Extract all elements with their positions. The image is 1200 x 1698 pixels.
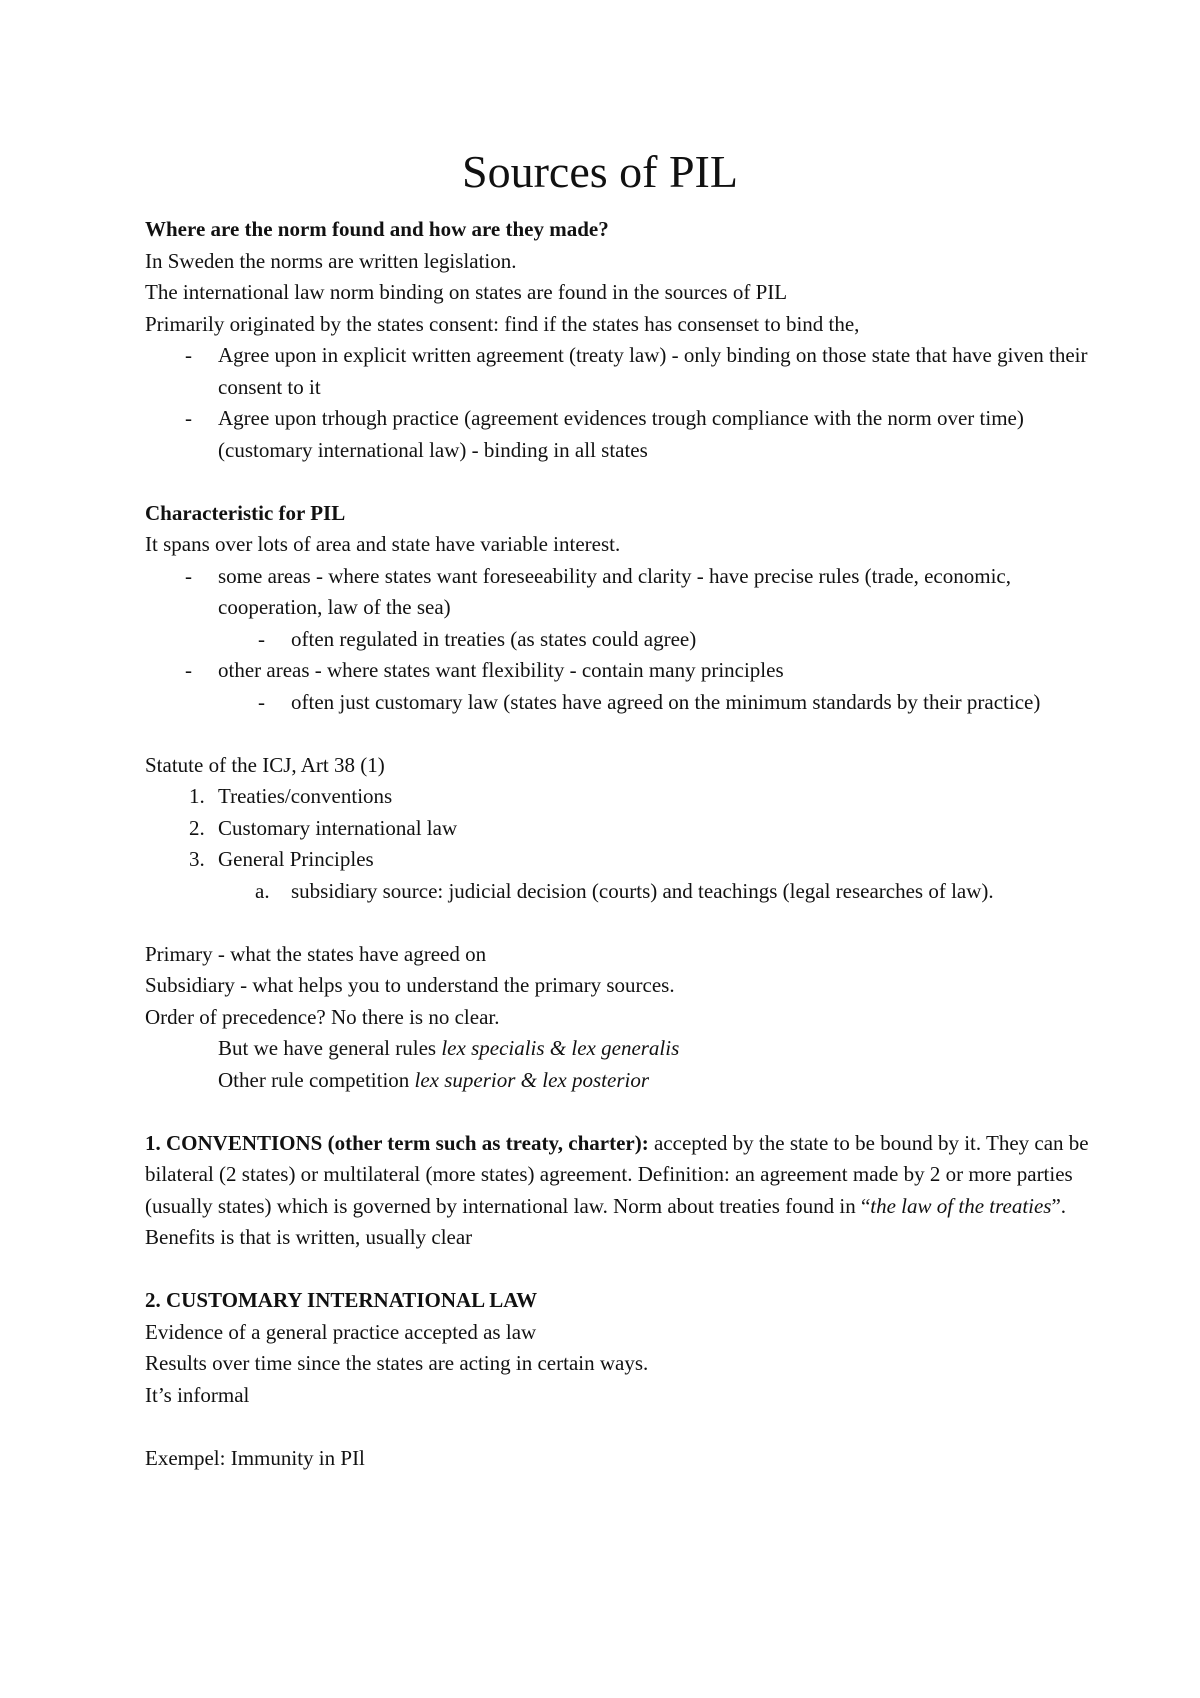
numbered-item [145,844,1095,876]
spacer [145,1096,1095,1128]
numbered-item [145,813,1095,845]
sub-bullet-item [145,687,1095,719]
section-heading-conventions: 1. CONVENTIONS (other term such as treaty, charter): [145,1130,649,1155]
indented-line [145,1065,1095,1097]
sub-bullet-text: often just customary law (states have agreed on the minimum standards by their practice) [291,689,1041,714]
spacer [145,1411,1095,1443]
rule-text: Other rule competition [218,1067,415,1092]
paragraph-line: The international law norm binding on states are found in the sources of PIL [145,280,788,304]
sub-bullet-text: often regulated in treaties (as states could agree) [291,626,697,651]
rule-italic-text: lex specialis & lex generalis [441,1036,680,1060]
paragraph-line: Subsidiary - what helps you to understand the primary sources. [145,973,675,997]
bullet-text: other areas - where states want flexibility - contain many principles [218,658,784,682]
section-heading-characteristic: Characteristic for PIL [145,500,346,525]
numbered-item-text: Customary international law [218,815,458,840]
spacer [145,718,1095,750]
bullet-item [145,561,1095,624]
rule-text: But we have general rules [218,1036,442,1060]
bullet-dash: - [185,343,192,367]
bullet-text: some areas - where states want foreseeability and clarity - have precise rules (trade, economic, cooperation, law of the sea) [218,563,1011,619]
bullet-dash: - [258,626,265,651]
bullet-dash: - [185,406,192,430]
paragraph-line: In Sweden the norms are written legislation. [145,248,517,273]
section-heading-customary: 2. CUSTOMARY INTERNATIONAL LAW [145,1288,538,1312]
bullet-text: Agree upon in explicit written agreement (treaty law) - only binding on those state that have given their consent to it [218,343,1088,399]
section-heading-norms: Where are the norm found and how are they made? [145,217,609,241]
bullet-dash: - [258,689,265,714]
paragraph-text: ”. Benefits is that is written, usually clear [145,1193,1067,1249]
numbered-item-text: General Principles [218,847,374,871]
rule-italic-text: lex superior & lex posterior [414,1067,649,1092]
numbered-item [145,781,1095,813]
bullet-dash: - [185,563,192,588]
list-number: 3. [189,847,205,871]
paragraph-line: Order of precedence? No there is no clear. [145,1004,500,1029]
bullet-item [145,340,1095,403]
spacer [145,1254,1095,1286]
paragraph-line: Primary - what the states have agreed on [145,941,487,966]
page-title: Sources of PIL [462,146,738,197]
numbered-item-text: Treaties/conventions [218,784,393,808]
spacer [145,466,1095,498]
paragraph-line: Results over time since the states are acting in certain ways. [145,1351,649,1375]
paragraph-italic-text: the law of the treaties [870,1193,1052,1218]
bullet-item [145,403,1095,466]
paragraph-text: accepted by the state to be bound by it. They can be bilateral (2 states) or multilateral (more states) agreement. Definition: an agreement made by 2 or more parties (usually states) which is governed by international law. Norm about treaties found in “ [145,1130,1089,1218]
bullet-text: Agree upon trhough practice (agreement evidences trough compliance with the norm over time) (customary international law) - binding in all states [218,406,1024,462]
bullet-item [145,655,1095,687]
spacer [145,907,1095,939]
list-number: 1. [189,784,205,808]
list-letter: a. [255,878,270,903]
bullet-dash: - [185,658,192,682]
statute-heading: Statute of the ICJ, Art 38 (1) [145,752,385,777]
paragraph-line: Primarily originated by the states consent: find if the states has consenset to bind the, [145,311,860,336]
example-line: Exempel: Immunity in PIl [145,1445,365,1470]
paragraph-line: It spans over lots of area and state have variable interest. [145,532,621,556]
indented-line [145,1033,1095,1065]
conventions-paragraph [145,1128,1095,1254]
document-body [145,214,1095,1474]
lettered-item-text: subsidiary source: judicial decision (courts) and teachings (legal researches of law). [291,878,994,903]
paragraph-line: Evidence of a general practice accepted as law [145,1319,537,1344]
lettered-sub-item [145,876,1095,908]
sub-bullet-item [145,624,1095,656]
paragraph-line: It’s informal [145,1382,250,1407]
list-number: 2. [189,815,205,840]
